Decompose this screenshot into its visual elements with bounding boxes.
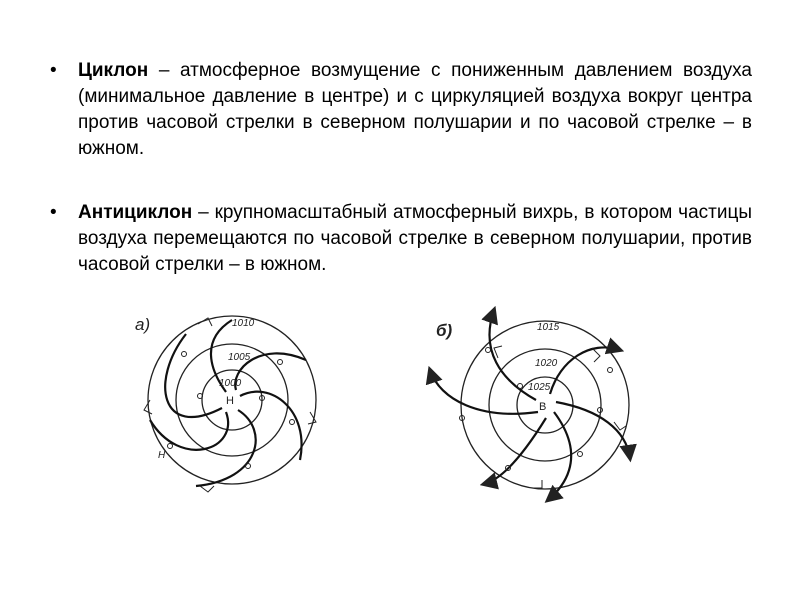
wind-barb	[200, 486, 214, 492]
isobar-label: 1010	[232, 318, 255, 329]
anticyclone-streamline	[556, 402, 630, 458]
station-marker	[518, 384, 523, 389]
isobar-label: 1000	[219, 378, 242, 389]
station-marker	[278, 360, 283, 365]
definition-text-anticyclone: – крупномасштабный атмосферный вихрь, в котором частицы воздуха перемещаются по часовой стрелке в северном полушарии, против часовой стрелки – в южном.	[78, 202, 752, 275]
station-marker	[246, 464, 251, 469]
station-marker	[578, 452, 583, 457]
station-marker	[486, 348, 491, 353]
definition-text-cyclone: – атмосферное возмущение с пониженным давлением воздуха (минимальное давление в центре) и с циркуляцией воздуха вокруг центра против часовой стрелки в северном полушарии и по часовой стрелке – в южном.	[78, 60, 752, 159]
isobar-label: 1005	[228, 352, 251, 363]
pressure-systems-figure	[0, 300, 800, 520]
station-marker	[290, 420, 295, 425]
cyclone-center-label: Н	[226, 395, 234, 407]
cyclone-panel-label: а)	[135, 315, 151, 334]
cyclone-diagram	[135, 315, 316, 492]
anticyclone-streamline	[550, 347, 620, 394]
cyclone-streamline	[165, 334, 222, 417]
definition-cyclone	[48, 58, 752, 162]
cyclone-isobar-labels	[219, 318, 255, 389]
wind-barb	[532, 480, 542, 488]
term-cyclone: Циклон	[78, 60, 149, 81]
station-marker	[182, 352, 187, 357]
bullet-marker: •	[50, 202, 57, 223]
cyclone-streamline	[240, 392, 302, 460]
station-marker	[608, 368, 613, 373]
anticyclone-diagram	[430, 310, 630, 500]
wind-barb	[592, 348, 600, 362]
isobar-label: 1020	[535, 358, 558, 369]
wind-barb	[494, 346, 502, 358]
definitions-list	[48, 58, 752, 278]
definition-anticyclone	[48, 200, 752, 278]
isobar-label: 1015	[537, 322, 560, 333]
bullet-marker: •	[50, 60, 57, 81]
term-anticyclone: Антициклон	[78, 202, 193, 223]
cyclone-edge-label: Н	[158, 450, 166, 461]
anticyclone-panel-label: б)	[436, 321, 453, 340]
station-marker	[168, 444, 173, 449]
anticyclone-center-label: В	[539, 401, 547, 413]
isobar-label: 1025	[528, 382, 551, 393]
anticyclone-streamlines	[430, 310, 630, 500]
